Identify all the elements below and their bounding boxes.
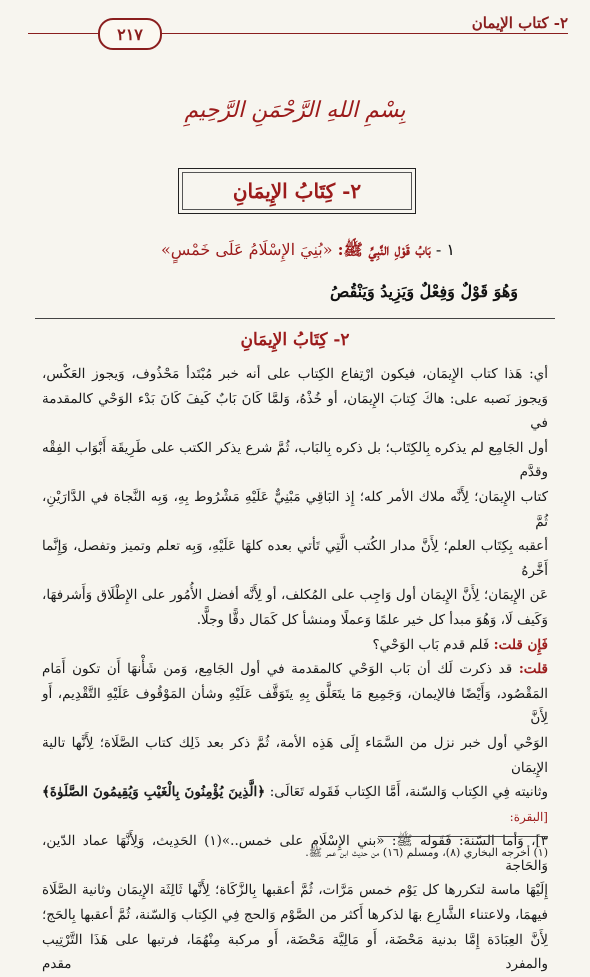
verse-line	[42, 780, 548, 829]
body-line: وَيجوز نَصبه على: هاكَ كِتابَ الإِيمَان، أو خُذْهُ، وَلمَّا كَانَ بَابٌ كَيفَ كَانَ بَدْء الوَحْي كالمقدمة في	[42, 390, 548, 432]
book-heading: ٢- كِتَابُ الإِيمَانِ	[232, 179, 362, 203]
commentary-body	[42, 362, 548, 977]
body-line: لِأَنَّ العِبَادَة إِمَّا بدنية مَحْضَة، أَو مَالِيَّة مَحْضَة، أَو مركبة مِنْهُمَا، فرتبها على هَذَا التَّرْتِيب والمفرد مقدم	[42, 931, 548, 973]
chapter-heading	[60, 240, 455, 263]
body-line: وَكَيف لَا، وَهُوَ مبدأ كل خير علمًا وَعملًا ومنشأ كل كَمَال دقًّا وجلًّا.	[196, 611, 548, 628]
body-line: فيهمَا، ولاعتناء الشَّارِع بهَا لذكرها أَكثر من الصَّوْم وَالحج فِي الكِتاب وَالسّنة، ثُمَّ أعقبها بِالحَج؛	[42, 907, 548, 924]
body-line: ٣]، وَأما السّنة: فَقَوله ﷺ: «بني الإِسْلَام على خمس..»(١) الحَدِيث، وَلِأَنَّهَا عماد الدّين، وَالحَاجة	[42, 833, 548, 874]
body-line: أي: هَذا كتاب الإِيمَان، فيكون ارْتِفاع الكِتاب على أنه خبر مُبْتَدأ مَحْذُوف، وَيجوز العَكْس،	[42, 366, 548, 382]
page-number: ٢١٧	[98, 18, 162, 50]
chapter-intro: وَهُوَ قَوْلٌ وَفِعْلٌ وَيَزِيدُ وَيَنْقُصُ	[329, 282, 518, 301]
footnote-rule	[378, 836, 548, 837]
book-heading-box	[178, 168, 416, 214]
surah-reference: [البقرة:	[509, 809, 548, 824]
body-line: عَن الإِيمَان؛ لِأَنَّ الإِيمَان أول وَاجِب على المُكلف، أو لِأَنَّه أفضل الأُمُور على الإِطْلَاق وَأَشرفهَا،	[42, 587, 548, 604]
answer-text: قد ذكرت لَك أن بَاب الوَحْي كالمقدمة في أول الجَامِع، وَمن شَأْنهَا أَن تكون أَمَام	[42, 661, 513, 678]
body-line: كتاب الإِيمَان؛ لِأَنَّه ملاك الأمر كله؛ إِذ البَاقِي مَبْنِيٌّ عَلَيْهِ مَشْرُوط بِهِ، وَبِه النَّجاة في الدَّارَيْنِ، ثُمَّ	[42, 488, 548, 530]
body-line: المَقْصُود، وَأَيْضًا فالإيمان، وَجَمِيع مَا يتَعَلَّق بِهِ يتَوَقَّف عَلَيْهِ وشأن المَوْقُوف عَلَيْهِ التَّقْدِيم، أَو لِأَنَّ	[42, 685, 548, 727]
question-text: فَلم قدم بَاب الوَحْي؟	[372, 636, 490, 653]
running-header	[28, 12, 568, 52]
body-text: وثانيته فِي الكِتاب وَالسّنة، أَمَّا الكِتاب فَقَوله تَعَالَى:	[269, 784, 548, 801]
body-line: أول الجَامِع لم يذكره بِالكِتَاب؛ بل ذكره بِالبَاب، ثُمَّ شرع يذكر الكتب على طَرِيقَة أَبْوَاب الفِقْه وقدَّم	[42, 439, 548, 481]
question-label: فَإِن قلت:	[493, 636, 548, 653]
chapter-hadith: «بُنِيَ الإِسْلَامُ عَلَى خَمْسٍ»	[160, 240, 333, 259]
footnote: (١) أخرجه البخاري (٨)، ومسلم (١٦) من حديث ابن عمر ﷺ.	[305, 846, 548, 859]
answer-label: قلت:	[518, 661, 548, 678]
body-line: أعقبه بِكِتَاب العلم؛ لِأَنَّ مدار الكُتب الَّتِي تَأتي بعده كلهَا عَلَيْهِ، وَبِه تعلم وتميز وتفصل، وَإِنَّما أَخَّرهُ	[42, 538, 548, 579]
basmala: بِسْمِ اللهِ الرَّحْمَنِ الرَّحِيمِ	[184, 98, 406, 123]
body-line: إِلَيْهَا ماسة لتكررها كل يَوْم خمس مَرَّات، ثُمَّ أعقبها بِالزَّكَاة؛ لِأَنَّها ثَالِثَة الإِيمَان وثانية الصَّلَاة	[42, 882, 548, 899]
answer-line	[42, 657, 548, 682]
chapter-title: بَابُ قَوْلِ النَّبِيِّ ﷺ:	[337, 240, 431, 259]
chapter-number: ١ -	[435, 240, 455, 259]
question-line	[42, 633, 548, 658]
commentary-title: ٢- كِتَابُ الإِيمَانِ	[240, 330, 350, 350]
running-title: ٢- كتاب الإيمان	[462, 14, 568, 32]
quran-verse: ﴿الَّذِينَ يُؤْمِنُونَ بِالْغَيْبِ وَيُقِيمُونَ الصَّلَوٰةَ﴾	[42, 784, 266, 801]
body-line: الوَحْي أول خبر نزل من السَّمَاء إِلَى هَذِه الأمة، ثُمَّ ذكر بعد ذَلِك كتاب الصَّلَاة؛ لِأَنَّها تالية الإِيمَان	[42, 734, 548, 776]
section-divider	[35, 318, 555, 319]
